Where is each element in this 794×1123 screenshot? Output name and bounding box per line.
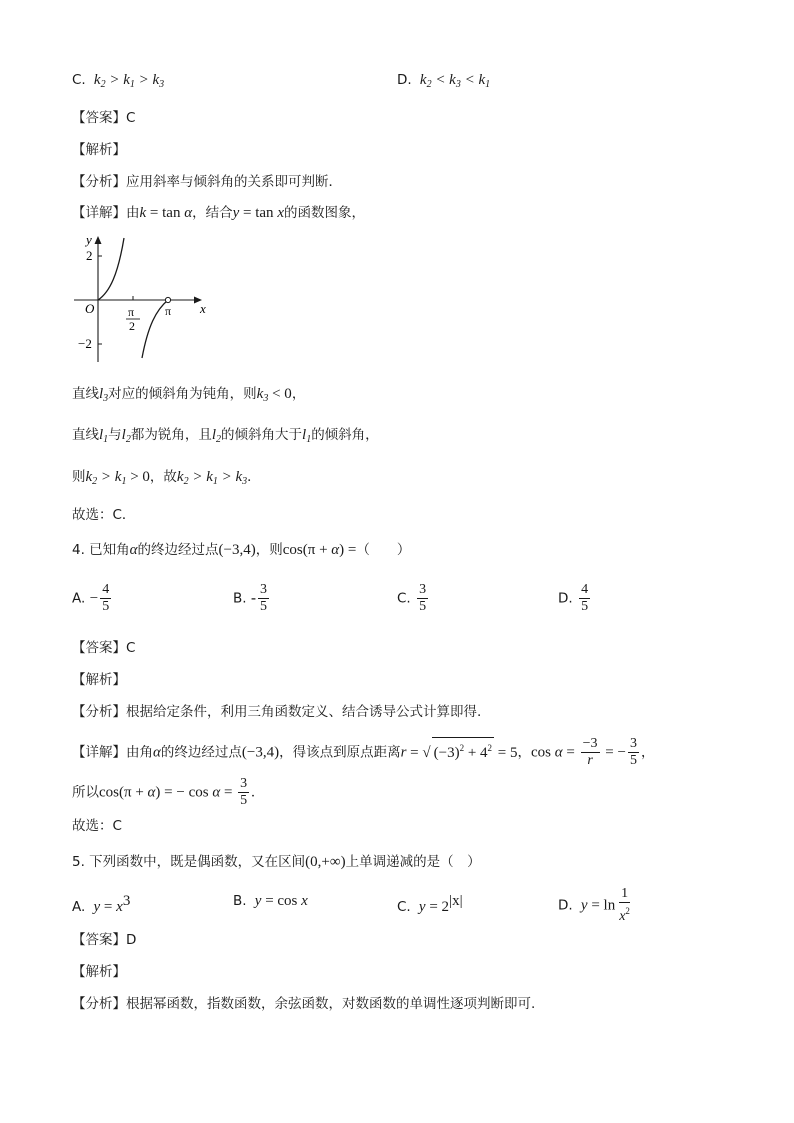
q4-choose: 故选：C <box>72 818 122 834</box>
origin-label: O <box>85 301 95 316</box>
q5-option-b: B. y = cos x <box>233 893 308 909</box>
x-axis-label: x <box>200 301 206 316</box>
q3-line1: 直线$l_3$对应的倾斜角为钝角，则$k_3 < 0$， <box>72 386 306 404</box>
y-axis-label: y <box>86 232 92 247</box>
q4-xiangjie: 【详解】由角α的终边经过点(−3,4)，得该点到原点距离r = √ $(-3)^2 + 4^2 = 5$，cos α = $\frac{-3}{r}$ = − $\frac{3}{5}$ ， <box>72 736 655 768</box>
q5-answer: 【答案】D <box>72 932 137 948</box>
q3-xiangjie: 【详解】由k = tan α，结合y = tan x的函数图象， <box>72 205 365 221</box>
q3-option-c: C. $k_2 > k_1 > k_3$ <box>72 72 165 90</box>
tan-branch-upper <box>98 238 124 300</box>
q4-so: 所以cos(π + α) = − cos α = $\frac{3}{5}$ . <box>72 776 255 808</box>
answer-tag: 【答案】 <box>72 932 126 948</box>
q3-analysis-heading: 【解析】 <box>72 142 126 158</box>
q3-line2: 直线$l_1$与$l_2$都为锐角，且$l_2$的倾斜角大于$l_1$的倾斜角， <box>72 427 379 445</box>
x-tick-label-pi: π <box>165 304 172 318</box>
q4-stem: 4. 已知角α的终边经过点(−3,4)，则cos(π + α) =（ ） <box>72 542 411 558</box>
y-tick-label-2: 2 <box>86 248 93 263</box>
q5-option-c: C. $y = 2^{|x|}$ <box>397 893 463 915</box>
y-axis-arrow <box>95 236 102 244</box>
q3-option-d: D. $k_2 < k_3 < k_1$ <box>397 72 491 90</box>
q5-option-d: D. y = ln $\frac{1}{x^2}$ <box>558 886 630 924</box>
x-tick-label-half-pi-den: 2 <box>129 319 135 333</box>
tan-function-graph <box>70 230 210 365</box>
answer-tag: 【答案】 <box>72 110 126 126</box>
q4-analysis-heading: 【解析】 <box>72 672 126 688</box>
q4-answer: 【答案】C <box>72 640 136 656</box>
q3-fenxi: 【分析】应用斜率与倾斜角的关系即可判断． <box>72 174 342 190</box>
q5-fenxi: 【分析】根据幂函数，指数函数，余弦函数，对数函数的单调性逐项判断即可. <box>72 996 536 1012</box>
q5-analysis-heading: 【解析】 <box>72 964 126 980</box>
q4-option-b: B. - $\frac{3}{5}$ <box>233 582 268 614</box>
q4-option-a: A. − $\frac{4}{5}$ <box>72 582 110 614</box>
q3-answer: 【答案】C <box>72 110 136 126</box>
answer-tag: 【答案】 <box>72 640 126 656</box>
open-point-pi <box>165 297 170 302</box>
q4-fenxi: 【分析】根据给定条件，利用三角函数定义、结合诱导公式计算即得. <box>72 704 482 720</box>
q3-choose: 故选：C． <box>72 507 136 523</box>
q4-option-d: D. $\frac{4}{5}$ <box>558 582 589 614</box>
q5-option-a: A. $y = x^3$ <box>72 893 131 915</box>
y-tick-label-neg2: −2 <box>78 336 92 351</box>
x-tick-label-half-pi-num: π <box>128 305 135 319</box>
q4-option-c: C. $\frac{3}{5}$ <box>397 582 427 614</box>
q5-stem: 5. 下列函数中，既是偶函数，又在区间(0,+∞)上单调递减的是（ ） <box>72 854 481 870</box>
q3-line3: 则$k_2 > k_1 > 0$，故$k_2 > k_1 > k_3$． <box>72 469 261 487</box>
